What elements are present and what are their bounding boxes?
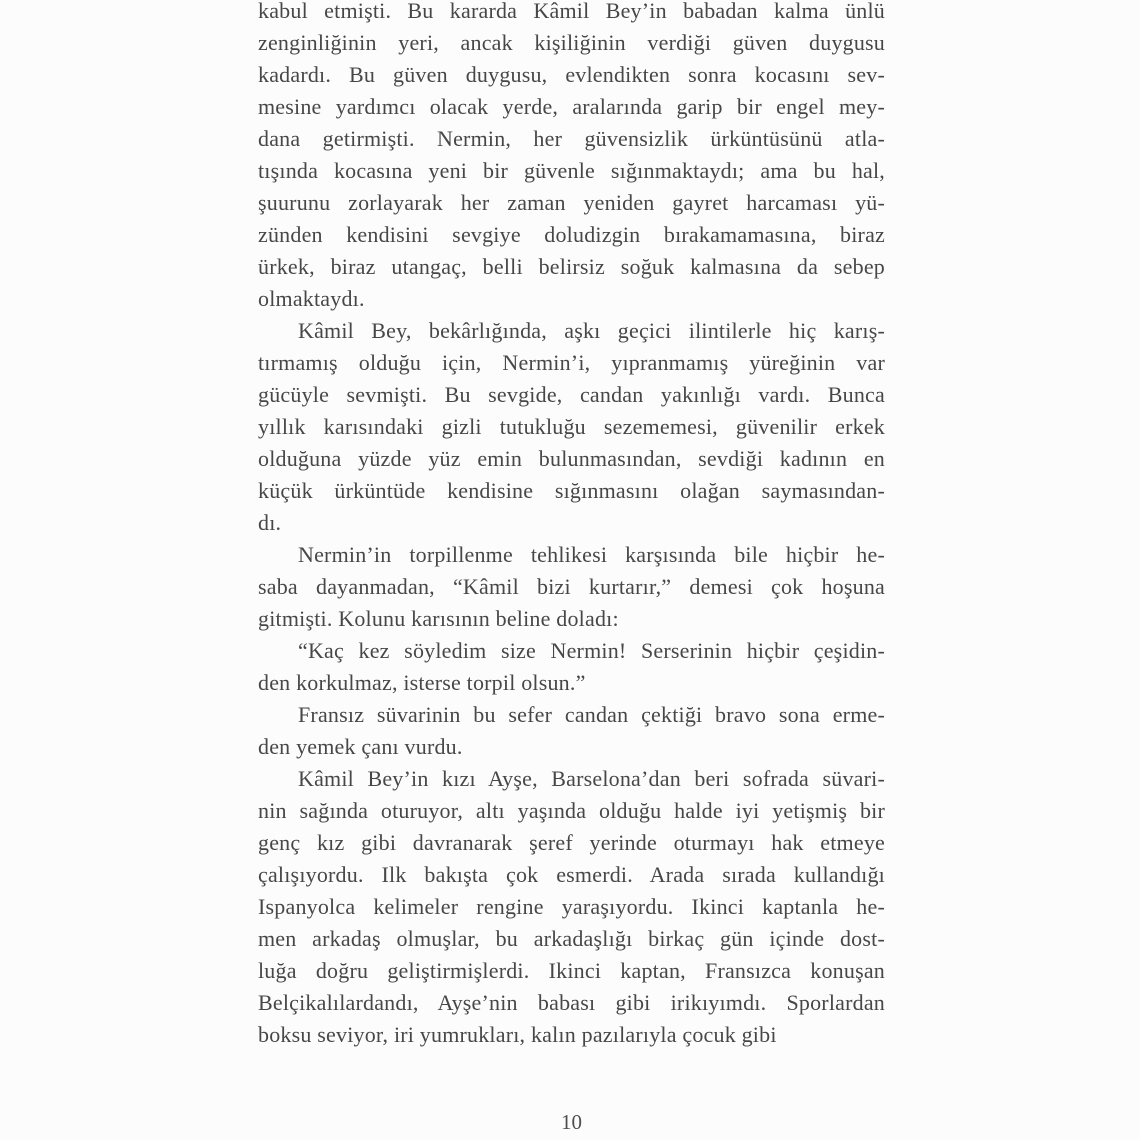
text-line: gücüyle sevmişti. Bu sevgide, candan yakınlığı vardı. Bunca xyxy=(258,382,885,407)
text-line: çalışıyordu. Ilk bakışta çok esmerdi. Arada sırada kullandığı xyxy=(258,862,885,887)
text-line: küçük ürküntüde kendisine sığınmasını olağan saymasından- xyxy=(258,478,885,503)
text-line: kabul etmişti. Bu kararda Kâmil Bey’in babadan kalma ünlü xyxy=(258,0,885,23)
text-line: mesine yardımcı olacak yerde, aralarında garip bir engel mey- xyxy=(258,94,885,119)
text-line: Ispanyolca kelimeler rengine yaraşıyordu. Ikinci kaptanla he- xyxy=(258,894,885,919)
text-line: Belçikalılardandı, Ayşe’nin babası gibi irikıyımdı. Sporlardan xyxy=(258,990,885,1015)
text-line: olduğuna yüzde yüz emin bulunmasından, sevdiği kadının en xyxy=(258,446,885,471)
text-line: saba dayanmadan, “Kâmil bizi kurtarır,” demesi çok hoşuna xyxy=(258,574,885,599)
text-line: zünden kendisini sevgiye doludizgin bırakamamasına, biraz xyxy=(258,222,885,247)
text-line: Nermin’in torpillenme tehlikesi karşısında bile hiçbir he- xyxy=(298,542,885,567)
body-text xyxy=(258,0,885,1051)
text-line: ürkek, biraz utangaç, belli belirsiz soğuk kalmasına da sebep xyxy=(258,254,885,279)
text-line: gitmişti. Kolunu karısının beline doladı: xyxy=(258,606,619,631)
text-line: den yemek çanı vurdu. xyxy=(258,734,463,759)
text-line: şuurunu zorlayarak her zaman yeniden gayret harcaması yü- xyxy=(258,190,885,215)
text-line: den korkulmaz, isterse torpil olsun.” xyxy=(258,670,586,695)
text-line: luğa doğru geliştirmişlerdi. Ikinci kaptan, Fransızca konuşan xyxy=(258,958,885,983)
text-line: “Kaç kez söyledim size Nermin! Serserinin hiçbir çeşidin- xyxy=(298,638,885,663)
text-line: zenginliğinin yeri, ancak kişiliğinin verdiği güven duygusu xyxy=(258,30,885,55)
text-line: boksu seviyor, iri yumrukları, kalın pazılarıyla çocuk gibi xyxy=(258,1022,777,1047)
text-line: Kâmil Bey, bekârlığında, aşkı geçici ilintilerle hiç karış- xyxy=(298,318,885,343)
text-line: yıllık karısındaki gizli tutukluğu sezememesi, güvenilir erkek xyxy=(258,414,885,439)
text-line: Kâmil Bey’in kızı Ayşe, Barselona’dan beri sofrada süvari- xyxy=(298,766,885,791)
text-line: tışında kocasına yeni bir güvenle sığınmaktaydı; ama bu hal, xyxy=(258,158,885,183)
text-line: dana getirmişti. Nermin, her güvensizlik ürküntüsünü atla- xyxy=(258,126,885,151)
text-line: dı. xyxy=(258,510,282,535)
text-line: men arkadaş olmuşlar, bu arkadaşlığı birkaç gün içinde dost- xyxy=(258,926,885,951)
text-line: olmaktaydı. xyxy=(258,286,365,311)
text-line: Fransız süvarinin bu sefer candan çektiği bravo sona erme- xyxy=(298,702,885,727)
text-line: nin sağında oturuyor, altı yaşında olduğu halde iyi yetişmiş bir xyxy=(258,798,885,823)
page-number: 10 xyxy=(561,1110,582,1134)
text-line: genç kız gibi davranarak şeref yerinde oturmayı hak etmeye xyxy=(258,830,885,855)
text-line: kadardı. Bu güven duygusu, evlendikten sonra kocasını sev- xyxy=(258,62,885,87)
text-line: tırmamış olduğu için, Nermin’i, yıpranmamış yüreğinin var xyxy=(258,350,885,375)
